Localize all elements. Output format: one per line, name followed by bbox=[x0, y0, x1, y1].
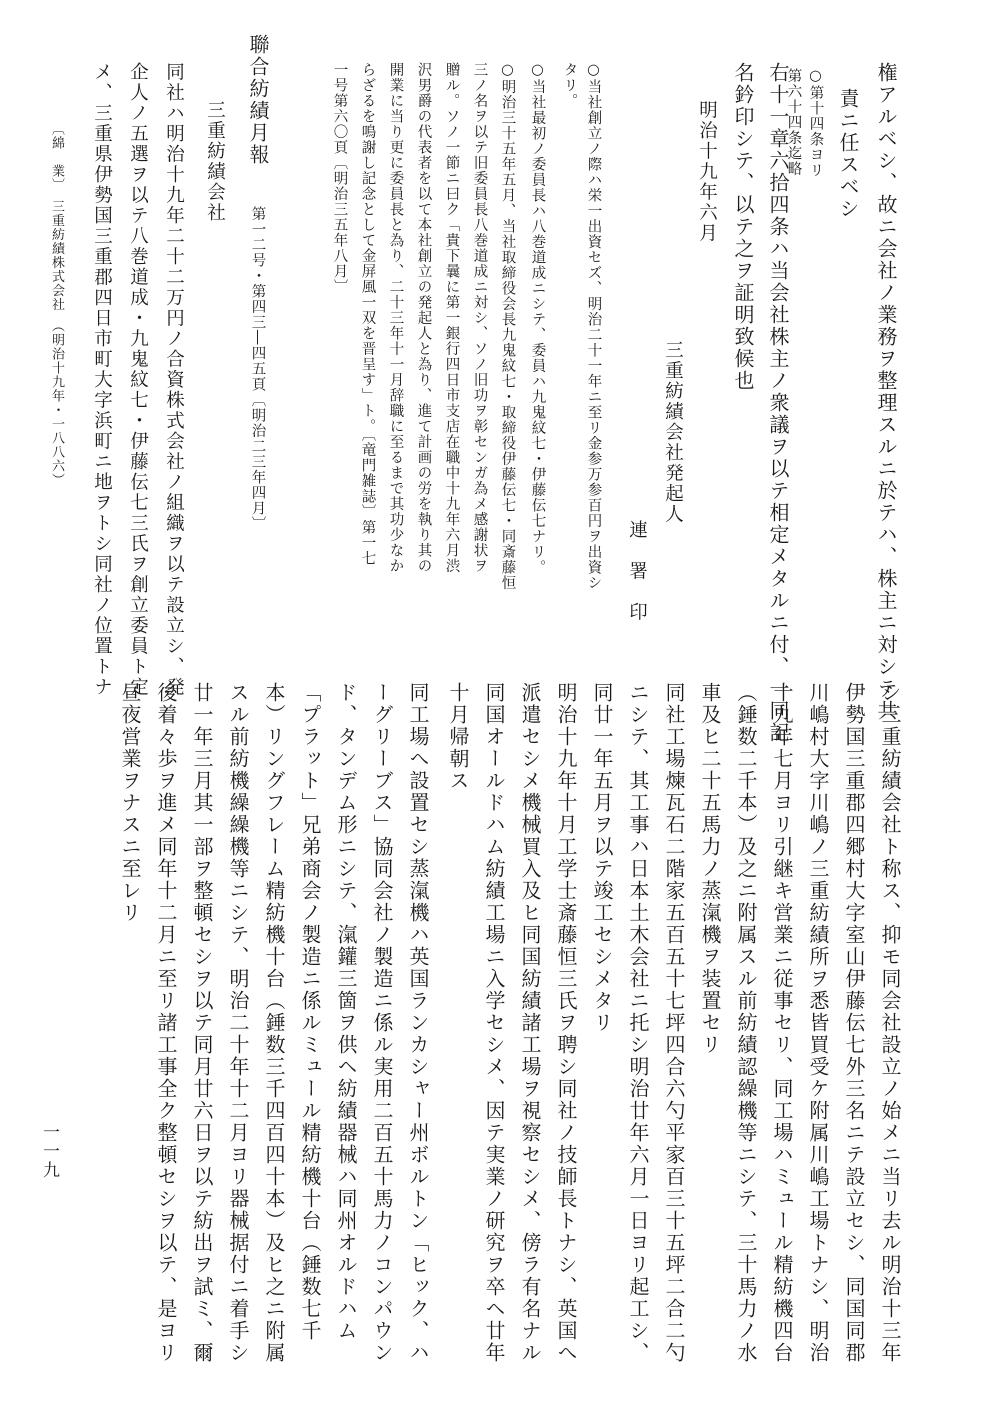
note-line: タリ。 bbox=[561, 62, 578, 109]
promoters-signature: 三重紡績会社発起人 bbox=[662, 340, 684, 525]
joint-seal: 連 署 印 bbox=[626, 520, 648, 623]
body-line: 廿一年三月其一部ヲ整頓セシヲ以テ同月廿六日ヲ以テ紡出ヲ試ミ、爾 bbox=[190, 682, 214, 1364]
body-line: 同国オールドハム紡績工場ニ入学セシメ、因テ実業ノ研究ヲ卒ヘ廿年 bbox=[482, 682, 506, 1364]
body-line: 十九年七月ヨリ引継キ営業ニ従事セリ、同工場ハミュール精紡機四台 bbox=[770, 682, 794, 1364]
running-footer: 〔綿 業〕 三重紡績株式会社 （明治十九年・一八八六） bbox=[49, 122, 64, 487]
body-line: 後着々歩ヲ進メ同年十二月ニ至リ諸工事全ク整頓セシヲ以テ、是ヨリ bbox=[154, 682, 178, 1364]
note-line: 開業に当り更に委員長と為り、二十三年十一月辞職に至るまで其功少なか bbox=[387, 62, 404, 574]
body-line: ド、タンデム形ニシテ、滊鑵三箇ヲ供ヘ紡績器械ハ同州オルドハム bbox=[334, 682, 358, 1342]
omission-note: ○第十四条ヨリ bbox=[807, 68, 824, 178]
body-line: 同廿一年五月ヲ以テ竣工セシメタリ bbox=[590, 682, 614, 1034]
note-line: 三ノ名ヲ以テ旧委員長八巻道成ニ対シ、ソノ旧功ヲ彰センガ為メ感謝状ヲ bbox=[471, 62, 488, 574]
body-line: 同社工場煉瓦石二階家五百五十七坪四合六勺平家百三十五坪二合二勺 bbox=[662, 682, 686, 1364]
note-line: 贈ル。ソノ一節ニ曰ク「貴下曩に第一銀行四日市支店在職中十九年六月渋 bbox=[443, 62, 460, 574]
body-line: ニシテ、其工事ハ日本土木会社ニ托シ明治廿年六月一日ヨリ起工シ、 bbox=[626, 682, 650, 1364]
source-title: 聯合紡績月報 bbox=[246, 34, 270, 166]
body-line: 十月帰朝ス bbox=[446, 682, 470, 792]
note-line: 沢男爵の代表者を以て本社創立の発起人と為り、進て計画の労を執り其の bbox=[415, 62, 432, 574]
body-line: 「プラット」兄弟商会ノ製造ニ係ルミュール精紡機十台（錘数七千 bbox=[298, 682, 322, 1342]
source-reference: 第一二号・第四三―四五頁〔明治二三年四月〕 bbox=[249, 206, 266, 532]
body-line: 明治十九年十月工学士斎藤恒三氏ヲ聘シ同社ノ技師長トナシ、英国へ bbox=[554, 682, 578, 1364]
body-line: 同工場へ設置セシ蒸滊機ハ英国ランカシャー州ボルトン「ヒック、ハ bbox=[406, 682, 430, 1364]
body-line: シ三重紡績会社ト称ス、抑モ同会社設立ノ始メニ当リ去ル明治十三年 bbox=[878, 682, 902, 1364]
history-line: メ、三重県伊勢国三重郡四日市町大字浜町ニ地ヲトシ同社ノ位置トナ bbox=[91, 62, 113, 698]
certification-line: 右十一章六拾四条ハ当会社株主ノ衆議ヲ以テ相定メタルニ付、一同記 bbox=[766, 62, 790, 744]
company-heading: 三重紡績会社 bbox=[204, 100, 226, 223]
certification-line: 名鈐印シテ、以テ之ヲ証明致候也 bbox=[731, 62, 755, 392]
body-line: （錘数二千本）及之ニ附属スル前紡績認繰機等ニシテ、三十馬力ノ水 bbox=[734, 682, 758, 1364]
body-line: 車及ヒ二十五馬力ノ蒸滊機ヲ装置セリ bbox=[698, 682, 722, 1056]
body-line: 本）リングフレーム精紡機十台（錘数三千四百四十本）及ヒ之ニ附属 bbox=[262, 682, 286, 1364]
article-text-line: 責ニ任スベシ bbox=[836, 88, 860, 220]
body-line: 派遣セシメ機械買入及ヒ同国紡績諸工場ヲ視察セシメ、傍ラ有名ナル bbox=[518, 682, 542, 1364]
body-line: 伊勢国三重郡四郷村大字室山伊藤伝七外三名ニテ設立セシ、同国同郡 bbox=[842, 682, 866, 1364]
note-line: ○当社創立ノ際ハ栄一出資セズ、明治二十一年ニ至リ金参万参百円ヲ出資シ bbox=[585, 62, 602, 591]
note-line: ○当社最初ノ委員長ハ八巻道成ニシテ、委員ハ九鬼紋七・伊藤伝七ナリ。 bbox=[529, 62, 546, 575]
body-line: 昼夜営業ヲナスニ至レリ bbox=[118, 682, 142, 924]
body-line: スル前紡機繰繰機等ニシテ、明治二十年十二月ヨリ器械据付ニ着手シ bbox=[226, 682, 250, 1364]
omission-note: 第六十四条迄略 bbox=[785, 68, 802, 177]
history-line: 企人ノ五選ヲ以テ八巻道成・九鬼紋七・伊藤伝七三氏ヲ創立委員ト定 bbox=[127, 62, 149, 698]
history-line: 同社ハ明治十九年二十二万円ノ合資株式会社ノ組織ヲ以テ設立シ、発 bbox=[163, 62, 185, 698]
body-line: 川嶋村大字川嶋ノ三重紡績所ヲ悉皆買受ケ附属川嶋工場トナシ、明治 bbox=[806, 682, 830, 1364]
body-line: ーグリーブス」協同会社ノ製造ニ係ル実用二百五十馬力ノコンパウン bbox=[370, 682, 394, 1364]
note-line: らざるを鳴謝し記念として金屏風一双を晋呈す」ト。〔竜門雑誌〕第一七 bbox=[359, 62, 376, 567]
note-line: ○明治三十五年五月、当社取締役会長九鬼紋七・取締役伊藤伝七・同斎藤恒 bbox=[499, 62, 516, 591]
document-date: 明治十九年六月 bbox=[696, 100, 718, 244]
page-number: 一一九 bbox=[39, 1123, 59, 1180]
article-text-line: 権アルベシ、故ニ会社ノ業務ヲ整理スルニ於テハ、株主ニ対シテ共 bbox=[874, 62, 898, 722]
note-line: 一号第六〇頁〔明治三五年八月〕 bbox=[331, 62, 348, 295]
